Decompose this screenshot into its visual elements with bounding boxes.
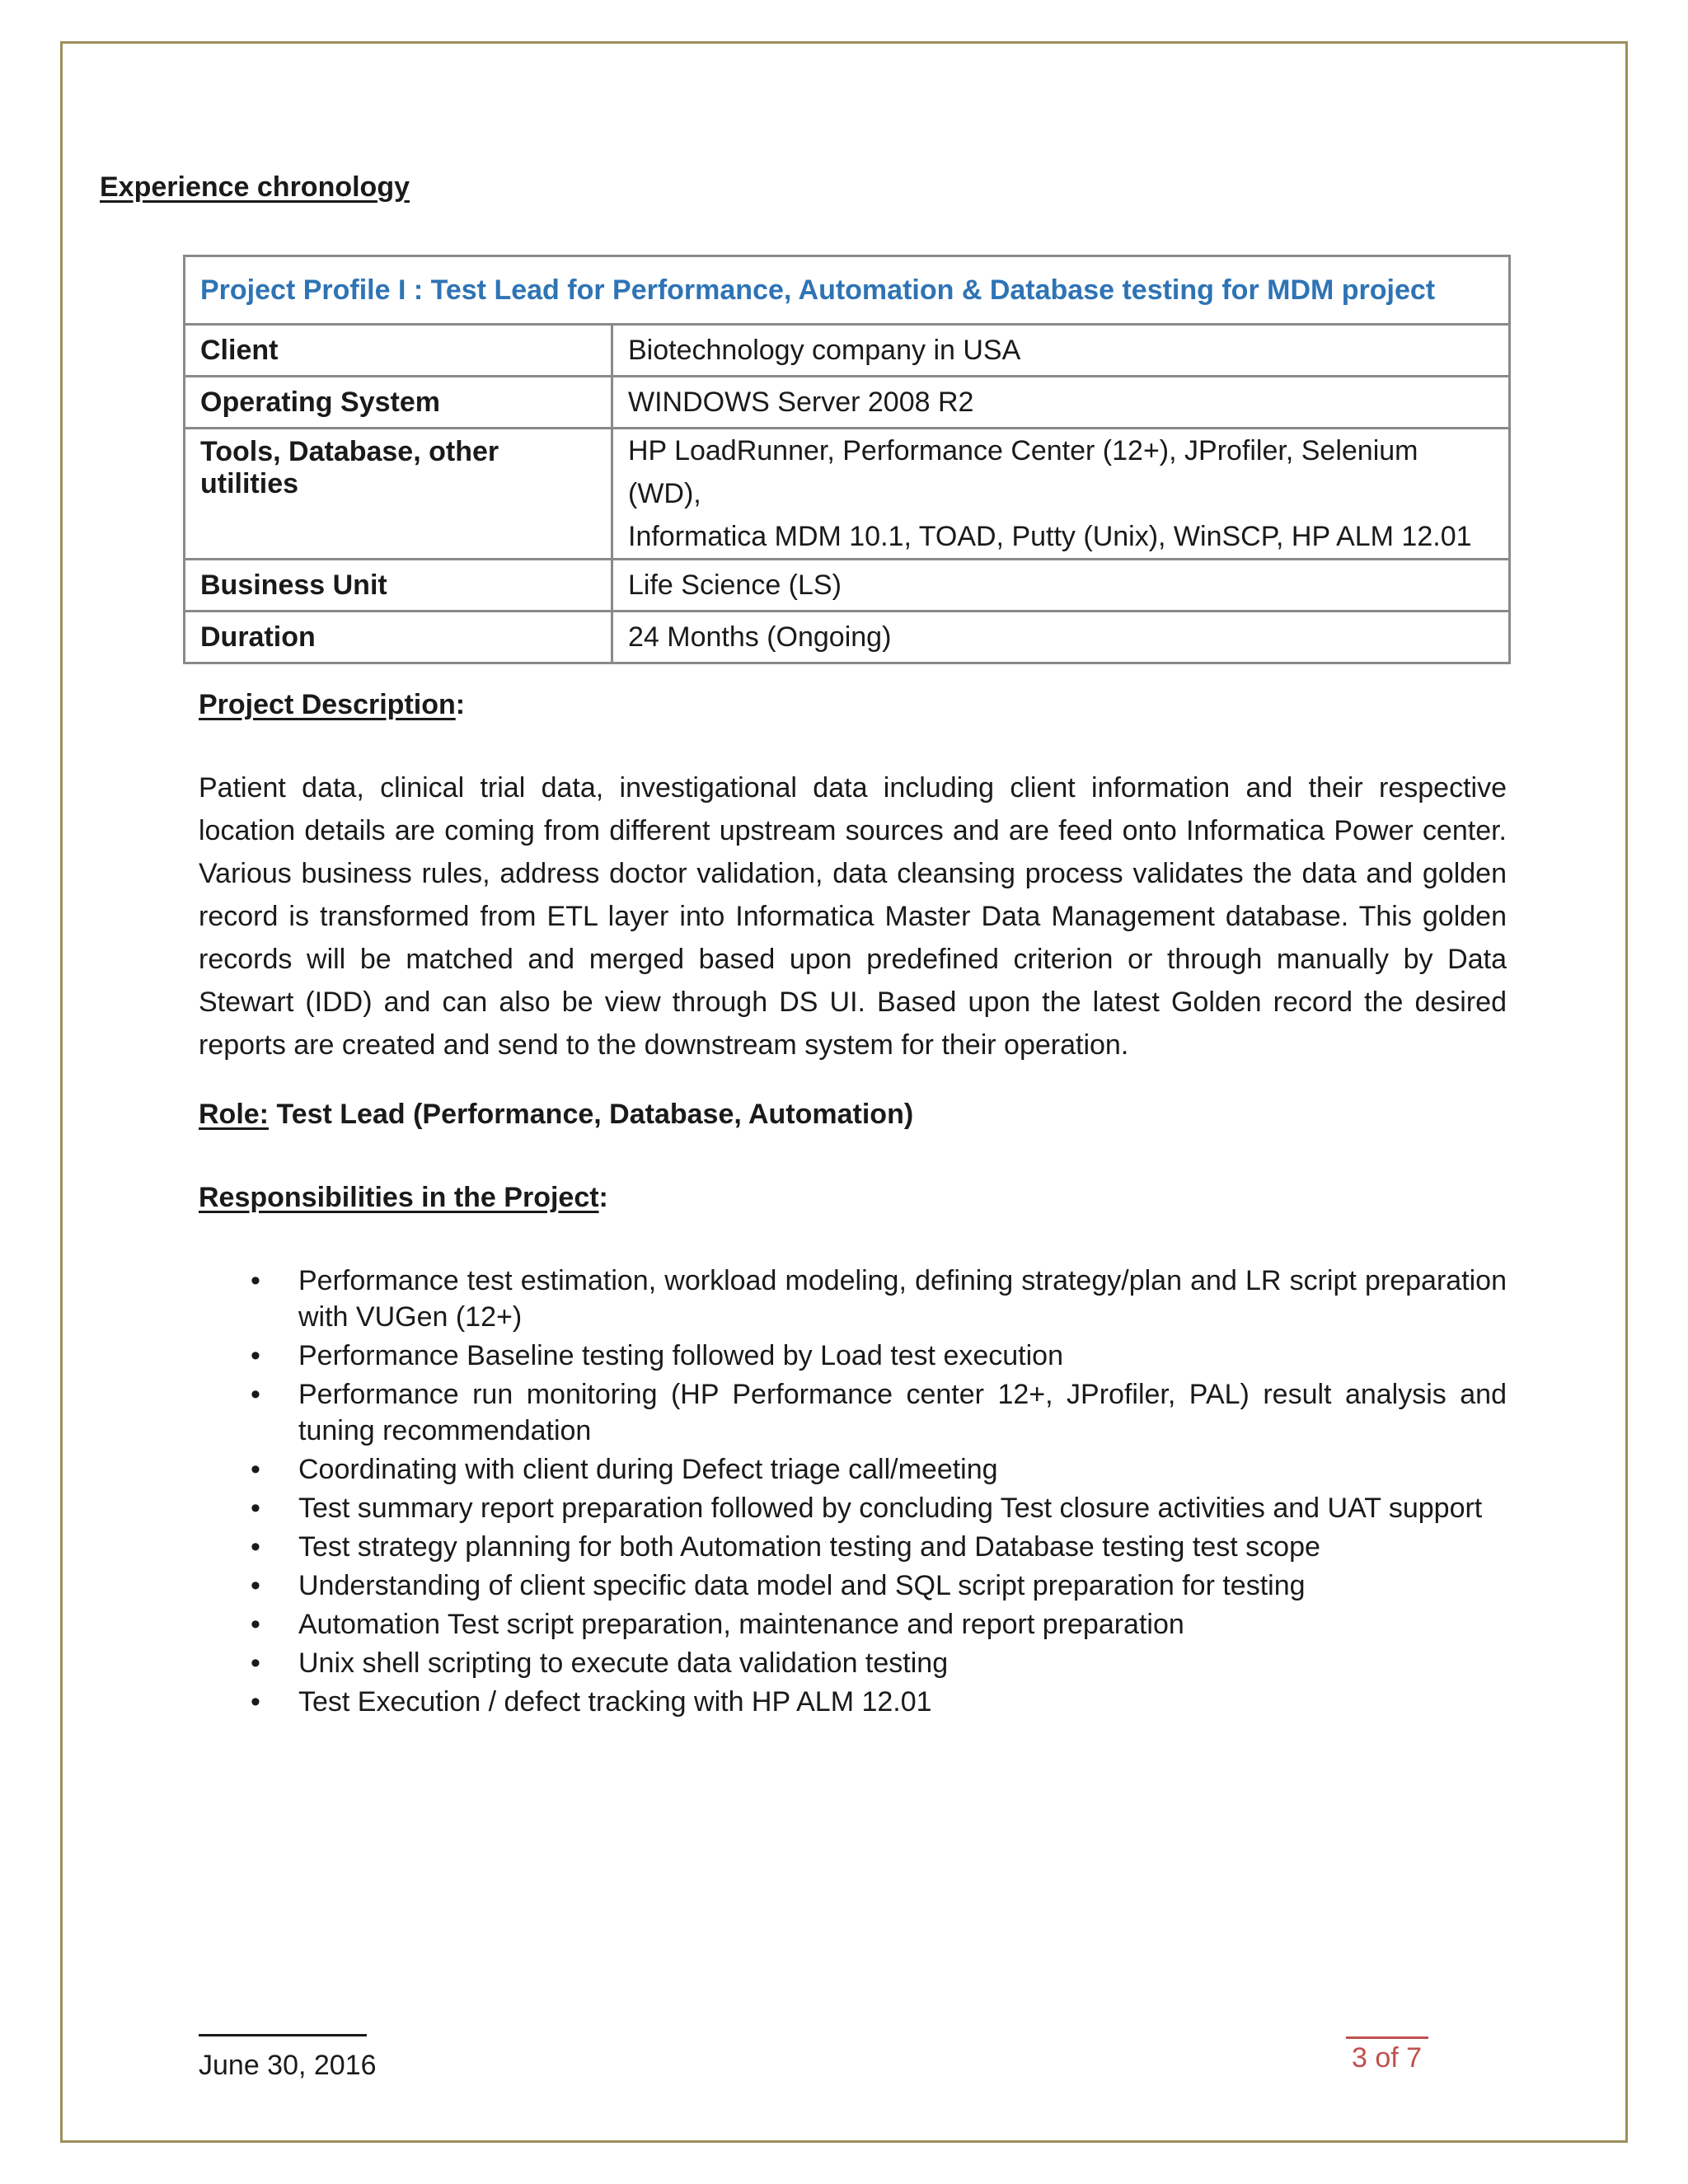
list-item [199, 1529, 1507, 1565]
table-row [185, 377, 1510, 429]
bullet-icon: • [251, 1609, 260, 1640]
bullet-icon: • [251, 1570, 260, 1601]
list-item-text: Test summary report preparation followed by concluding Test closure activities and UAT support [298, 1493, 1483, 1524]
bullet-icon: • [251, 1531, 260, 1563]
role-value: Test Lead (Performance, Database, Automation) [269, 1099, 914, 1130]
bullet-icon: • [251, 1379, 260, 1410]
row-value-business-unit: Life Science (LS) [612, 560, 1510, 612]
list-item [199, 1376, 1507, 1449]
list-item [199, 1451, 1507, 1488]
bullet-icon: • [251, 1686, 260, 1718]
page-number: 3 of 7 [1352, 2042, 1423, 2074]
tools-line-1: HP LoadRunner, Performance Center (12+), JProfiler, Selenium (WD), [628, 435, 1418, 509]
list-item-text: Test strategy planning for both Automation testing and Database testing test scope [298, 1531, 1320, 1563]
bullet-icon: • [251, 1340, 260, 1371]
list-item [199, 1606, 1507, 1643]
table-row [185, 560, 1510, 612]
list-item [199, 1568, 1507, 1604]
bullet-icon: • [251, 1454, 260, 1485]
row-label-business-unit: Business Unit [185, 560, 612, 612]
list-item [199, 1490, 1507, 1526]
row-value-operating-system: WINDOWS Server 2008 R2 [612, 377, 1510, 429]
row-label-operating-system: Operating System [185, 377, 612, 429]
row-label-tools: Tools, Database, other utilities [185, 429, 612, 560]
list-item [199, 1684, 1507, 1720]
table-row [185, 612, 1510, 663]
list-item-text: Automation Test script preparation, maintenance and report preparation [298, 1609, 1184, 1640]
table-row [185, 429, 1510, 560]
list-item-text: Understanding of client specific data model and SQL script preparation for testing [298, 1570, 1306, 1601]
list-item-text: Performance Baseline testing followed by Load test execution [298, 1340, 1063, 1371]
row-label-duration: Duration [185, 612, 612, 663]
table-row [185, 325, 1510, 377]
responsibilities-heading-text: Responsibilities in the Project [199, 1182, 599, 1213]
footer-divider [199, 2034, 367, 2036]
role-line [199, 1099, 913, 1131]
bullet-icon: • [251, 1647, 260, 1679]
row-label-client: Client [185, 325, 612, 377]
project-description-heading [199, 689, 465, 721]
list-item [199, 1338, 1507, 1374]
list-item-text: Coordinating with client during Defect triage call/meeting [298, 1454, 998, 1485]
project-description-heading-colon: : [455, 689, 466, 720]
tools-line-2: Informatica MDM 10.1, TOAD, Putty (Unix), WinSCP, HP ALM 12.01 [628, 521, 1472, 552]
list-item-text: Test Execution / defect tracking with HP ALM 12.01 [298, 1686, 932, 1718]
list-item-text: Performance test estimation, workload modeling, defining strategy/plan and LR script preparation with VUGen (12+) [298, 1265, 1507, 1333]
row-value-client: Biotechnology company in USA [612, 325, 1510, 377]
project-description-text: Patient data, clinical trial data, investigational data including client information and their respective location details are coming from different upstream sources and are feed onto Informatica Power center. Various business rules, address doctor validation, data cleansing process validates the data and golden record is transformed from ETL layer into Informatica Master Data Management database. This golden records will be matched and merged based upon predefined criterion or through manually by Data Stewart (IDD) and can also be view through DS UI. Based upon the latest Golden record the desired reports are created and send to the downstream system for their operation. [199, 772, 1507, 1061]
footer-date: June 30, 2016 [199, 2050, 377, 2081]
list-item [199, 1645, 1507, 1681]
responsibilities-heading [199, 1182, 608, 1214]
list-item-text: Unix shell scripting to execute data validation testing [298, 1647, 949, 1679]
row-value-tools [612, 429, 1510, 560]
page-number-divider [1346, 2036, 1428, 2039]
list-item [199, 1263, 1507, 1335]
role-label: Role: [199, 1099, 269, 1130]
row-value-duration: 24 Months (Ongoing) [612, 612, 1510, 663]
project-profile-table [183, 255, 1511, 664]
profile-title: Project Profile I : Test Lead for Performance, Automation & Database testing for MDM project [185, 256, 1510, 325]
bullet-icon: • [251, 1265, 260, 1296]
responsibilities-list [199, 1263, 1507, 1722]
profile-title-row [185, 256, 1510, 325]
project-description-heading-text: Project Description [199, 689, 456, 720]
bullet-icon: • [251, 1493, 260, 1524]
responsibilities-heading-colon: : [598, 1182, 608, 1213]
list-item-text: Performance run monitoring (HP Performance center 12+, JProfiler, PAL) result analysis and tuning recommendation [298, 1379, 1507, 1446]
section-title: Experience chronology [100, 171, 410, 203]
